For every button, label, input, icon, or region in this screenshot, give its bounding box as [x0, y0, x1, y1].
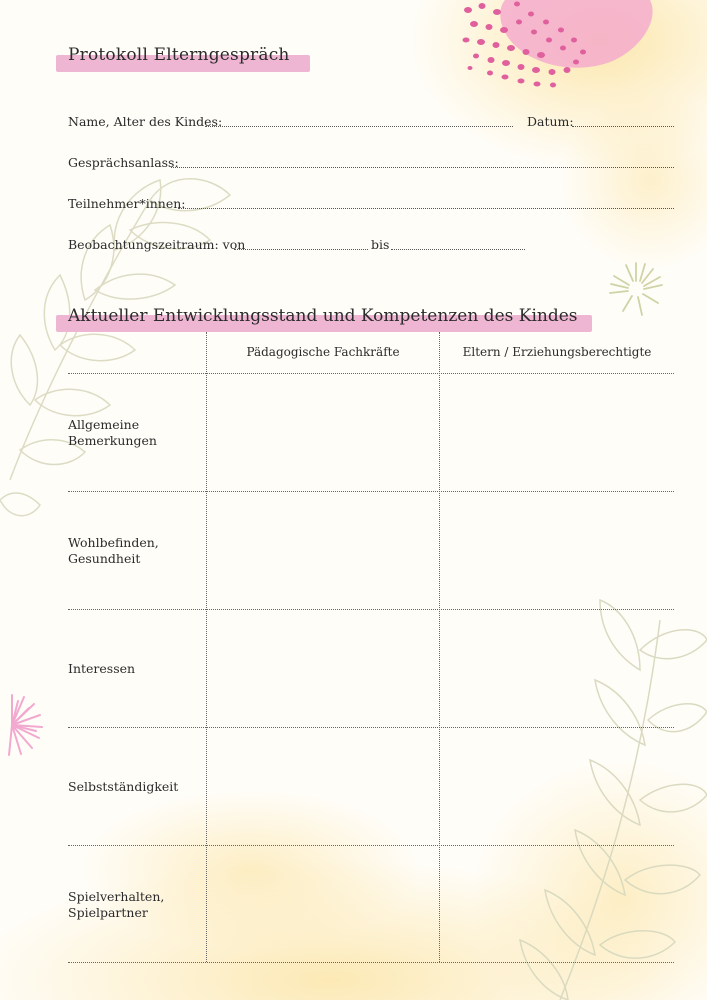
cell-fachkraefte-spielverhalten[interactable] [207, 846, 439, 962]
cell-fachkraefte-selbststaendigkeit[interactable] [207, 728, 439, 845]
zeitraum-von-field[interactable] [234, 249, 368, 250]
zeitraum-bis-field[interactable] [391, 249, 525, 250]
title-block [58, 45, 290, 65]
cell-eltern-selbststaendigkeit[interactable] [440, 728, 674, 845]
name-field[interactable] [205, 126, 513, 127]
cell-fachkraefte-bemerkungen[interactable] [207, 374, 439, 491]
section-heading-block [58, 306, 578, 326]
row-label-wohlbefinden [68, 535, 198, 567]
anlass-label: Gesprächsanlass: [68, 155, 179, 170]
zeitraum-von-label: Beobachtungszeitraum: von [68, 237, 246, 252]
row-label-spielverhalten [68, 889, 198, 921]
teilnehmer-field[interactable] [178, 208, 674, 209]
cell-eltern-bemerkungen[interactable] [440, 374, 674, 491]
row-label-interessen [68, 661, 198, 677]
cell-eltern-wohlbefinden[interactable] [440, 492, 674, 609]
pink-starburst [9, 695, 42, 755]
row-label-line: Allgemeine [68, 417, 140, 432]
row-divider [68, 962, 674, 963]
row-label-selbststaendigkeit [68, 779, 198, 795]
section-title: Aktueller Entwicklungsstand und Kompetenzen des Kindes [68, 306, 578, 326]
row-label-line: Spielverhalten, [68, 889, 165, 904]
name-label: Name, Alter des Kindes: [68, 114, 223, 129]
row-label-bemerkungen [68, 417, 198, 449]
datum-label: Datum: [527, 114, 574, 129]
row-label-line: Spielpartner [68, 905, 148, 920]
row-label-line: Interessen [68, 661, 136, 676]
cell-eltern-interessen[interactable] [440, 610, 674, 727]
flower-outline [610, 263, 662, 315]
column-header-fachkraefte: Pädagogische Fachkräfte [246, 345, 400, 359]
row-label-line: Bemerkungen [68, 433, 157, 448]
column-header-eltern: Eltern / Erziehungsberechtigte [462, 345, 652, 359]
page-title: Protokoll Elterngespräch [68, 45, 290, 65]
teilnehmer-label: Teilnehmer*innen: [68, 196, 186, 211]
datum-field[interactable] [572, 126, 674, 127]
leaf-branch-left [0, 179, 230, 516]
cell-fachkraefte-wohlbefinden[interactable] [207, 492, 439, 609]
row-label-line: Selbstständigkeit [68, 779, 179, 794]
row-label-line: Wohlbefinden, [68, 535, 159, 550]
anlass-field[interactable] [171, 167, 674, 168]
cell-eltern-spielverhalten[interactable] [440, 846, 674, 962]
row-label-line: Gesundheit [68, 551, 141, 566]
zeitraum-bis-label: bis [371, 237, 390, 252]
cell-fachkraefte-interessen[interactable] [207, 610, 439, 727]
